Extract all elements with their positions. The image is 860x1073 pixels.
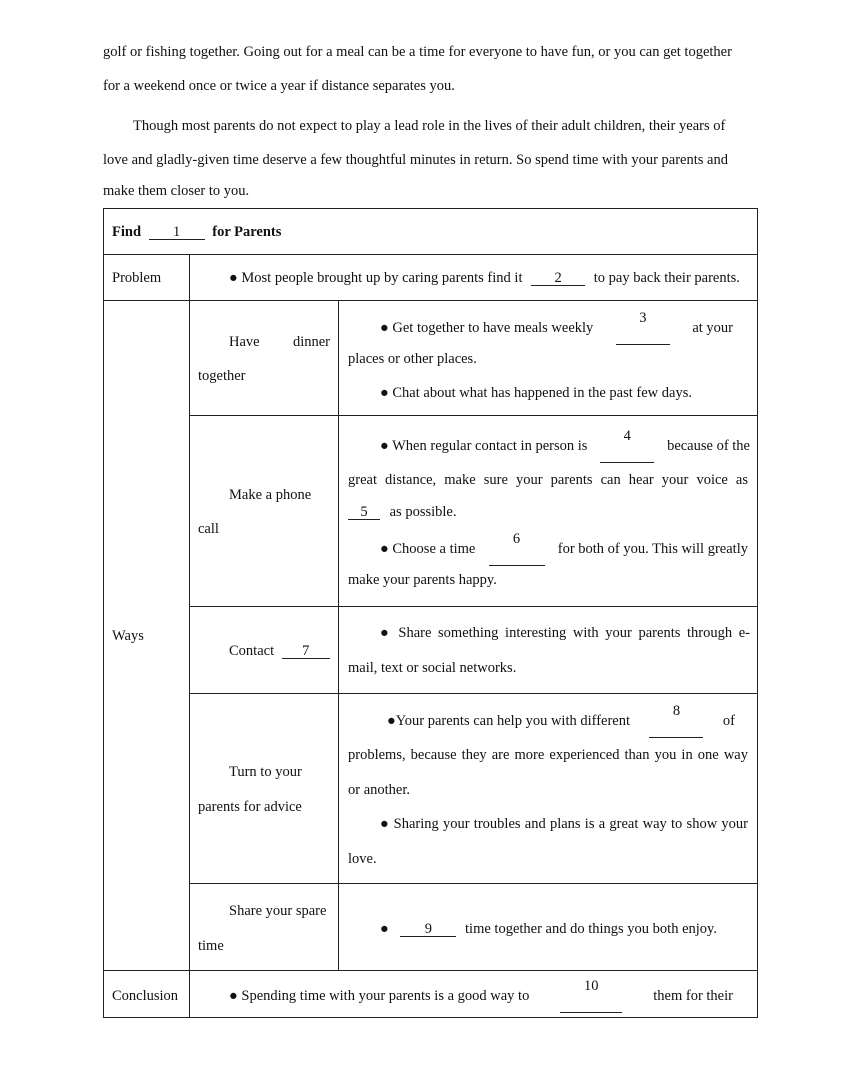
bullet-text: time together and do things you both enjoy. (465, 921, 717, 937)
conclusion-text (229, 979, 733, 1013)
title-word: Make a phone (229, 487, 312, 503)
spare-bullet-1 (380, 912, 717, 946)
table-border (189, 415, 758, 416)
bullet-text: at your (692, 320, 733, 336)
blank-4: 4 (600, 429, 654, 463)
bullet-text: as possible. (389, 504, 457, 520)
way-spare-title-2: time (198, 938, 224, 954)
table-border (757, 208, 758, 1018)
blank-5: 5 (348, 505, 380, 520)
advice-bullet-2: ● Sharing your troubles and plans is a great way to show your (380, 816, 748, 832)
table-border (103, 208, 104, 1018)
dinner-bullet-1-cont: places or other places. (348, 351, 477, 367)
blank-3: 3 (616, 311, 670, 345)
way-phone-title-2: call (198, 521, 219, 537)
conclusion-label: Conclusion (112, 988, 179, 1004)
bullet-text: them for their (653, 988, 733, 1004)
ways-label: Ways (112, 628, 144, 644)
blank-1: 1 (149, 225, 205, 240)
table-border (103, 254, 758, 255)
paragraph-continuation (103, 35, 758, 103)
bullet-text: ● Choose a time (380, 541, 476, 557)
phone-bullet-2 (380, 532, 748, 566)
bullet-text: ● Get together to have meals weekly (380, 320, 594, 336)
text-line: love and gladly-given time deserve a few thoughtful minutes in return. So spend time with your parents and (103, 152, 728, 168)
advice-bullet-1 (387, 704, 735, 738)
text-line: Though most parents do not expect to play a lead role in the lives of their adult children, their years of (133, 118, 726, 134)
summary-table (103, 208, 758, 1018)
phone-bullet-2-cont: make your parents happy. (348, 572, 497, 588)
blank-8: 8 (649, 704, 703, 738)
table-border (103, 300, 758, 301)
contact-bullet-1-cont: mail, text or social networks. (348, 660, 517, 676)
bullet-text: because of the (667, 438, 750, 454)
table-border (103, 208, 758, 209)
problem-prefix: ● Most people brought up by caring parents find it (229, 270, 523, 286)
table-border (189, 693, 758, 694)
paragraph-conclusion (103, 109, 758, 177)
bullet-text: ● (380, 921, 389, 937)
title-word: Turn to your (229, 764, 302, 780)
phone-bullet-1 (380, 429, 750, 463)
table-border (338, 300, 339, 971)
problem-suffix: to pay back their parents. (593, 270, 740, 286)
title-prefix: Find (112, 224, 142, 240)
blank-9: 9 (400, 922, 456, 937)
title-suffix: for Parents (212, 224, 282, 240)
contact-bullet-1: ● Share something interesting with your parents through e- (380, 625, 750, 641)
advice-bullet-1-cont-2: or another. (348, 782, 411, 798)
text-line: make them closer to you. (103, 183, 250, 199)
blank-10: 10 (560, 979, 622, 1013)
way-contact-title (229, 634, 330, 668)
problem-label: Problem (112, 270, 162, 286)
way-phone-title (229, 478, 330, 512)
table-title (112, 224, 281, 241)
title-word: Have (229, 334, 260, 350)
advice-bullet-2-cont: love. (348, 851, 377, 867)
phone-bullet-1-cont: great distance, make sure your parents can hear your voice as (348, 472, 748, 488)
phone-bullet-1-cont-2 (348, 495, 456, 529)
way-spare-title: Share your spare (229, 903, 327, 919)
bullet-text: ●Your parents can help you with different (387, 713, 630, 729)
table-border (189, 254, 190, 1018)
blank-7: 7 (282, 644, 330, 659)
advice-bullet-1-cont: problems, because they are more experienced than you in one way (348, 747, 748, 763)
way-dinner-title (229, 325, 330, 359)
text-line: for a weekend once or twice a year if distance separates you. (103, 78, 455, 94)
way-advice-title (229, 755, 330, 789)
table-border (103, 970, 758, 971)
way-dinner-title-2: together (198, 368, 246, 384)
blank-6: 6 (489, 532, 545, 566)
text-line: golf or fishing together. Going out for a meal can be a time for everyone to have fun, or you can get together (103, 44, 732, 60)
title-word: dinner (292, 334, 330, 350)
bullet-text: ● Spending time with your parents is a good way to (229, 988, 530, 1004)
bullet-text: for both of you. This will greatly (557, 541, 748, 557)
bullet-text: of (722, 713, 735, 729)
table-border (189, 883, 758, 884)
problem-text (229, 270, 740, 287)
bullet-text: ● When regular contact in person is (380, 438, 588, 454)
way-advice-title-2: parents for advice (198, 799, 302, 815)
dinner-bullet-2: ● Chat about what has happened in the past few days. (380, 385, 692, 401)
title-word: Contact (229, 643, 275, 659)
table-border (189, 606, 758, 607)
dinner-bullet-1 (380, 311, 733, 345)
blank-2: 2 (531, 271, 585, 286)
paragraph-last-line (103, 174, 758, 208)
table-border (103, 1017, 758, 1018)
